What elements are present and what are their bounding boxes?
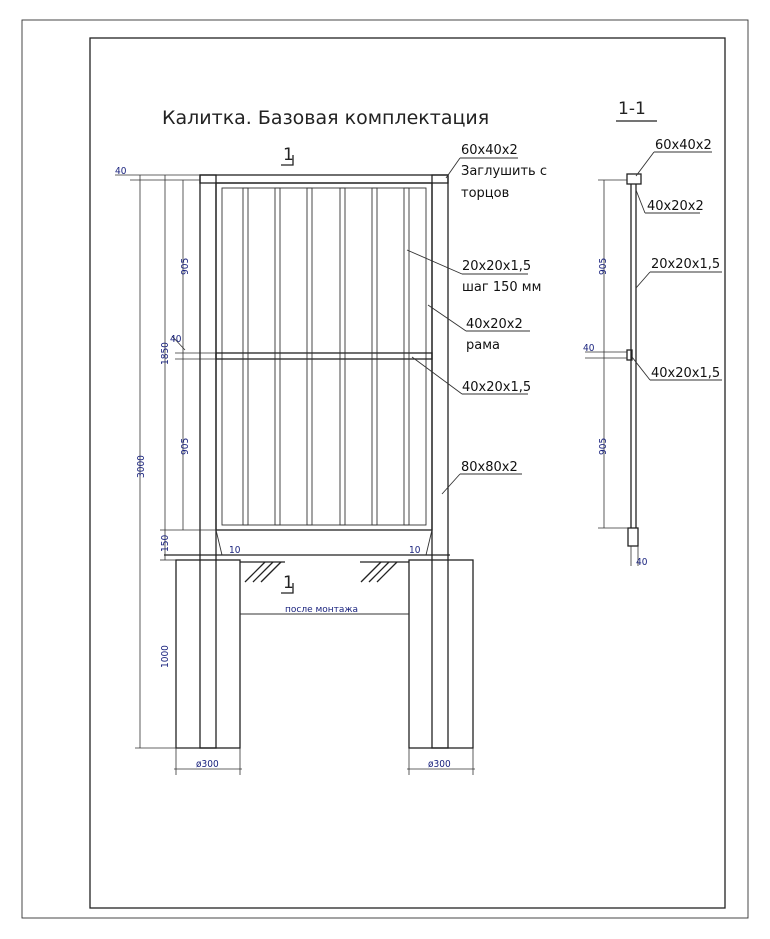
- left-footing: [176, 560, 240, 748]
- left-dimensions: [115, 166, 216, 748]
- gate-bars: [243, 188, 409, 525]
- callout-bars: 20x20x1,5: [462, 259, 532, 274]
- callout-bars-step: шаг 150 мм: [462, 280, 542, 295]
- callout-crossbar: 40x20x1,5: [462, 380, 532, 395]
- drawing-title: Калитка. Базовая комплектация: [162, 107, 490, 129]
- section-dim-upper: 905: [598, 257, 609, 275]
- top-beam: [200, 175, 448, 183]
- section-dim-bottom: 40: [636, 557, 648, 568]
- pile-dims: [174, 748, 475, 775]
- section-callout-bars: 20x20x1,5: [651, 257, 721, 272]
- callout-post: 80x80x2: [461, 460, 518, 475]
- callout-cap-note-1: Заглушить с: [461, 164, 547, 179]
- dim-panel-upper: 905: [180, 257, 191, 275]
- gate-elevation: [164, 145, 473, 748]
- dim-total-height: 3000: [136, 455, 147, 478]
- gate-frame-inner: [222, 188, 426, 525]
- callout-cap-note-2: торцов: [461, 186, 510, 201]
- section-dim-lower: 905: [598, 437, 609, 455]
- dim-top-gap: 40: [115, 166, 127, 177]
- dim-side-gap-left: 10: [229, 545, 241, 556]
- outer-sheet-border: [22, 20, 748, 918]
- section-callout-frame: 40x20x2: [647, 199, 704, 214]
- dim-side-gap-right: 10: [409, 545, 421, 556]
- right-post: [432, 175, 448, 748]
- section-title: 1-1: [618, 99, 646, 119]
- callout-frame: 40x20x2: [466, 317, 523, 332]
- section-callout-crossbar: 40x20x1,5: [651, 366, 721, 381]
- dim-gate-height: 1850: [160, 342, 171, 365]
- dim-ground-gap: 150: [160, 534, 171, 552]
- dim-footing-depth: 1000: [160, 645, 171, 668]
- section-dim-mid: 40: [583, 343, 595, 354]
- dim-pile-right: ø300: [428, 759, 451, 770]
- section-view: [583, 99, 722, 568]
- ground-marks: [240, 562, 409, 582]
- dim-panel-lower: 905: [180, 437, 191, 455]
- dim-mid-bar: 40: [170, 334, 182, 345]
- callout-frame-note: рама: [466, 338, 500, 353]
- right-footing: [409, 560, 473, 748]
- section-top-cap: [627, 174, 641, 184]
- left-post: [200, 175, 216, 748]
- section-marker-bottom: 1: [283, 573, 294, 593]
- inner-sheet-border: [90, 38, 725, 908]
- after-install-label: после монтажа: [285, 605, 359, 615]
- callouts: [407, 143, 547, 494]
- callout-top-post: 60x40x2: [461, 143, 518, 158]
- section-bottom: [628, 528, 638, 546]
- section-callout-top: 60x40x2: [655, 138, 712, 153]
- dim-pile-left: ø300: [196, 759, 219, 770]
- section-marker-top: 1: [283, 145, 294, 165]
